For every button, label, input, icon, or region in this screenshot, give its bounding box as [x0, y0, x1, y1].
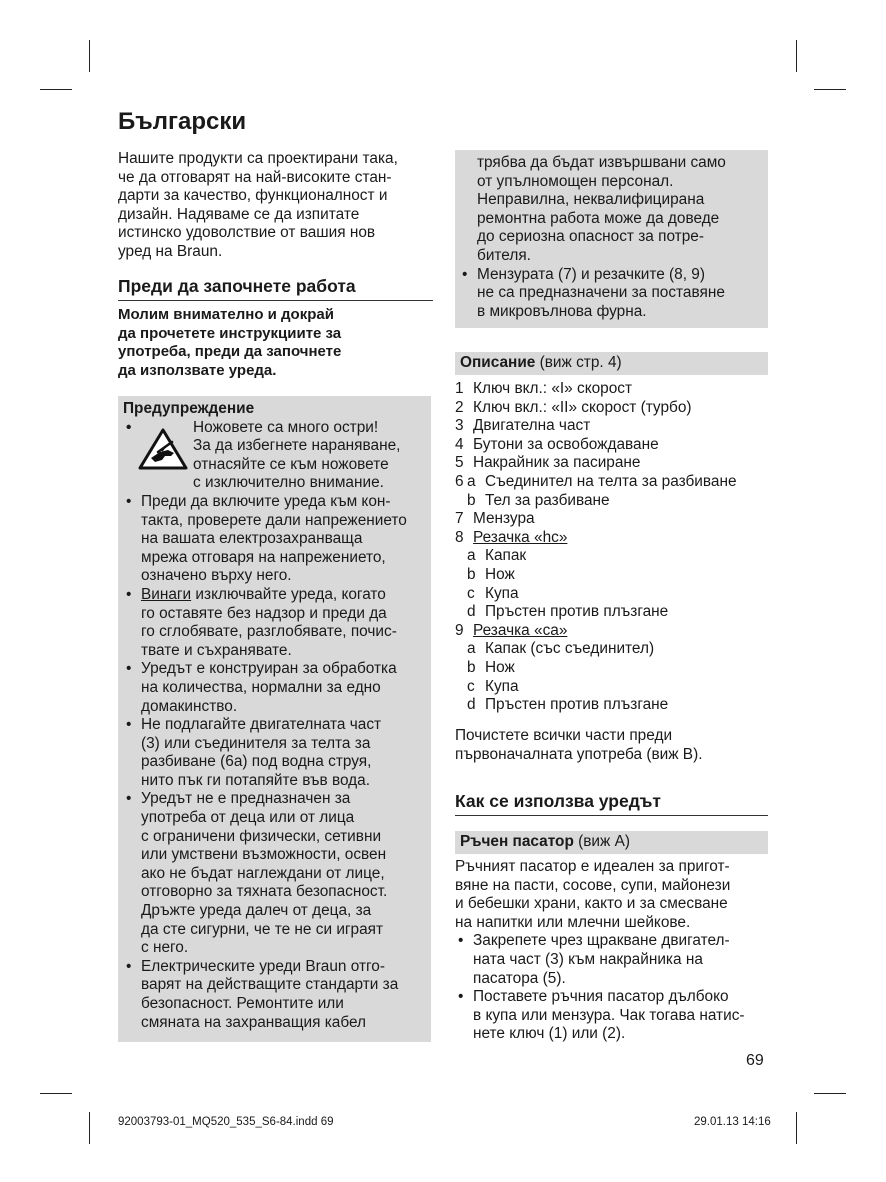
warning-line: отнасяйте се към ножовете [193, 455, 389, 473]
item-text: Мензура [473, 510, 535, 528]
parts-list-item [455, 492, 768, 511]
parts-list-item [455, 566, 768, 585]
parts-list-item [455, 678, 768, 697]
item-letter: d [467, 696, 476, 714]
intro-line: уред на Braun. [118, 242, 223, 260]
parts-list-item [455, 622, 768, 641]
item-text: Нож [485, 658, 515, 676]
warning-content-continued [459, 154, 764, 321]
item-number [455, 640, 467, 659]
before-start-notice [118, 306, 433, 380]
intro-paragraph [118, 150, 433, 262]
parts-list-item [455, 640, 768, 659]
intro-line: истинско удоволствие от вашия нов [118, 224, 376, 242]
usage-line: нете ключ (1) или (2). [473, 1025, 626, 1043]
warning-content [123, 400, 428, 1032]
item-letter: b [467, 565, 476, 583]
warning-line: • Не подлагайте двигателната част [141, 716, 382, 734]
notice-line: да прочетете инструкциите за [118, 324, 342, 342]
cleaning-line: Почистете всички части преди [455, 727, 673, 744]
warning-line: с изключително внимание. [193, 474, 384, 492]
usage-step [455, 932, 768, 988]
warning-line: от упълномощен персонал. [477, 172, 674, 190]
emphasis-word: Винаги [141, 585, 192, 603]
item-number: 1 [455, 380, 464, 397]
item-number [455, 603, 467, 622]
warning-item [123, 493, 428, 586]
warning-item-last [459, 266, 764, 322]
footer-file-info: 92003793-01_MQ520_535_S6-84.indd 69 [118, 1116, 334, 1128]
warning-item [123, 716, 428, 790]
item-text: Нож [485, 565, 515, 583]
item-text: Купа [485, 584, 519, 602]
item-letter: d [467, 603, 476, 621]
item-number: 2 [455, 398, 464, 416]
warning-item [123, 586, 428, 660]
crop-mark [814, 1093, 846, 1094]
crop-mark [89, 1112, 90, 1144]
cleaning-line: първоначалната употреба (виж B). [455, 745, 703, 763]
parts-list-item [455, 547, 768, 566]
usage-step [455, 988, 768, 1044]
warning-line: варят на действащите стандарти за [141, 976, 399, 994]
warning-line: употреба от деца или от лица [141, 809, 355, 827]
item-number: 4 [455, 435, 464, 453]
item-number [455, 585, 467, 604]
item-text: Резачка «hc» [473, 528, 568, 546]
item-text: Ключ вкл.: «II» скорост (турбо) [473, 398, 692, 416]
warning-line: • Уредът е конструиран за обработка [141, 660, 397, 678]
warning-line: • Ножовете са много остри! [193, 418, 379, 436]
item-text: Накрайник за пасиране [473, 454, 641, 472]
item-number [455, 566, 467, 585]
usage-line: на напитки или млечни шейкове. [455, 913, 691, 931]
page-number: 69 [746, 1052, 764, 1069]
warning-line: мрежа отговаря на напрежението, [141, 548, 386, 566]
usage-line: • Закрепете чрез щракване двигател- [473, 932, 730, 950]
usage-line: и бебешки храни, както и за смесване [455, 895, 728, 913]
item-text: Пръстен против плъзгане [485, 603, 669, 621]
item-number: 3 [455, 417, 464, 435]
warning-line: Дръжте уреда далеч от деца, за [141, 902, 372, 920]
warning-line: в микровълнова фурна. [477, 302, 647, 320]
warning-line: отговорно за тяхната безопасност. [141, 883, 388, 901]
intro-line: дизайн. Надяваме се да изпитате [118, 205, 360, 223]
item-letter: c [467, 584, 475, 602]
usage-line: ната част (3) към накрайника на [473, 950, 703, 968]
warning-line: или умствени възможности, освен [141, 846, 387, 864]
hand-blender-ref: (виж A) [573, 833, 630, 850]
warning-line: ремонтна работа може да доведе [477, 209, 720, 227]
parts-list [455, 380, 768, 715]
warning-line: (3) или съединителя за телта за [141, 734, 371, 752]
crop-mark [796, 1112, 797, 1144]
item-text: Съединител на телта за разбиване [485, 472, 737, 490]
item-number: 6 [455, 472, 464, 490]
parts-list-item [455, 529, 768, 548]
parts-list-item [455, 696, 768, 715]
item-text: Пръстен против плъзгане [485, 696, 669, 714]
warning-line: с ограничени физически, сетивни [141, 827, 382, 845]
usage-line: вяне на пасти, сосове, супи, майонези [455, 876, 731, 894]
item-text: Купа [485, 677, 519, 695]
hand-blender-heading [455, 831, 768, 854]
warning-line: до сериозна опасност за потре- [477, 228, 704, 246]
warning-item [123, 958, 428, 1032]
description-ref: (виж стр. 4) [535, 354, 622, 371]
warning-line: • Винаги изключвайте уреда, когато [141, 585, 386, 603]
warning-line: За да избегнете нараняване, [193, 437, 401, 455]
parts-list-item [455, 399, 768, 418]
usage-heading: Как се използва уредът [455, 791, 768, 816]
warning-line: означено върху него. [141, 567, 292, 585]
warning-line: домакинство. [141, 697, 238, 715]
warning-line: безопасност. Ремонтите или [141, 995, 344, 1012]
crop-mark [796, 40, 797, 72]
intro-line: че да отговарят на най-високите стан- [118, 168, 392, 186]
usage-line: в купа или мензура. Чак тогава натис- [473, 1006, 745, 1024]
warning-line: разбиване (6a) под водна струя, [141, 753, 372, 771]
notice-line: употреба, преди да започнете [118, 343, 342, 361]
warning-line: Неправилна, неквалифицирана [477, 191, 705, 209]
item-text: Двигателна част [473, 417, 591, 435]
item-number [455, 547, 467, 566]
footer-date: 29.01.13 14:16 [694, 1116, 771, 1128]
warning-item [123, 660, 428, 716]
warning-line: • Електрическите уреди Braun отго- [141, 957, 385, 975]
item-text: Тел за разбиване [485, 491, 610, 509]
item-number [455, 696, 467, 715]
description-heading [455, 352, 768, 375]
item-number [455, 678, 467, 697]
warning-line: нито пък ги потапяйте във вода. [141, 771, 371, 789]
intro-line: дарти за качество, функционалност и [118, 187, 388, 205]
parts-list-item [455, 585, 768, 604]
warning-line: с него. [141, 939, 189, 957]
parts-list-item [455, 473, 768, 492]
item-number: 8 [455, 528, 464, 546]
bullet-marker: • [126, 418, 132, 436]
warning-line: ако не бъдат наглеждани от лице, [141, 864, 385, 882]
item-number [455, 492, 467, 511]
parts-list-item [455, 510, 768, 529]
item-text: Капак (със съединител) [485, 640, 655, 658]
warning-line: • Преди да включите уреда към кон- [141, 492, 391, 510]
warning-line: трябва да бъдат извършвани само [477, 154, 726, 171]
page-title: Български [118, 108, 247, 135]
parts-list-item [455, 436, 768, 455]
parts-list-item [455, 380, 768, 399]
item-number: 7 [455, 510, 464, 528]
item-letter: a [467, 472, 476, 490]
crop-mark [89, 40, 90, 72]
item-text: Капак [485, 547, 527, 565]
item-letter: b [467, 491, 476, 509]
usage-line: • Поставете ръчния пасатор дълбоко [473, 988, 729, 1006]
warning-line: бителя. [477, 246, 531, 264]
item-number: 5 [455, 454, 464, 472]
parts-list-item [455, 417, 768, 436]
warning-line: да сте сигурни, че те не си играят [141, 920, 384, 938]
item-letter: a [467, 547, 476, 565]
warning-line: не са предназначени за поставяне [477, 284, 725, 302]
warning-item [123, 790, 428, 957]
item-text: Бутони за освобождаване [473, 435, 659, 453]
warning-line: го сглобявате, разглобявате, почис- [141, 623, 397, 641]
warning-line: • Уредът не е предназначен за [141, 790, 351, 808]
warning-title: Предупреждение [123, 400, 255, 417]
hand-blender-text [455, 858, 768, 1044]
notice-line: Молим внимателно и докрай [118, 306, 334, 323]
before-start-heading: Преди да започнете работа [118, 276, 433, 301]
item-text: Резачка «ca» [473, 621, 568, 639]
warning-line: на вашата електрозахранваща [141, 530, 363, 548]
notice-line: да използвате уреда. [118, 361, 277, 379]
hand-blade-warning-icon [138, 428, 188, 470]
intro-line: Нашите продукти са проектирани така, [118, 150, 398, 167]
item-number [455, 659, 467, 678]
item-letter: a [467, 640, 476, 658]
cleaning-note [455, 727, 768, 764]
warning-line: такта, проверете дали напрежението [141, 511, 407, 529]
item-letter: c [467, 677, 475, 695]
item-text: Ключ вкл.: «I» скорост [473, 380, 633, 397]
description-title: Описание [460, 354, 536, 371]
warning-line: твате и съхранявате. [141, 641, 292, 659]
item-number: 9 [455, 621, 464, 639]
warning-line: на количества, нормални за едно [141, 678, 381, 696]
warning-line: го оставяте без надзор и преди да [141, 604, 387, 622]
warning-line: • Мензурата (7) и резачките (8, 9) [477, 265, 705, 283]
parts-list-item [455, 603, 768, 622]
item-letter: b [467, 658, 476, 676]
usage-line: пасатора (5). [473, 969, 566, 987]
parts-list-item [455, 659, 768, 678]
warning-line: смяната на захранващия кабел [141, 1013, 367, 1031]
crop-mark [814, 89, 846, 90]
crop-mark [40, 89, 72, 90]
hand-blender-title: Ръчен пасатор [460, 833, 574, 850]
crop-mark [40, 1093, 72, 1094]
parts-list-item [455, 454, 768, 473]
usage-line: Ръчният пасатор е идеален за пригот- [455, 858, 730, 875]
